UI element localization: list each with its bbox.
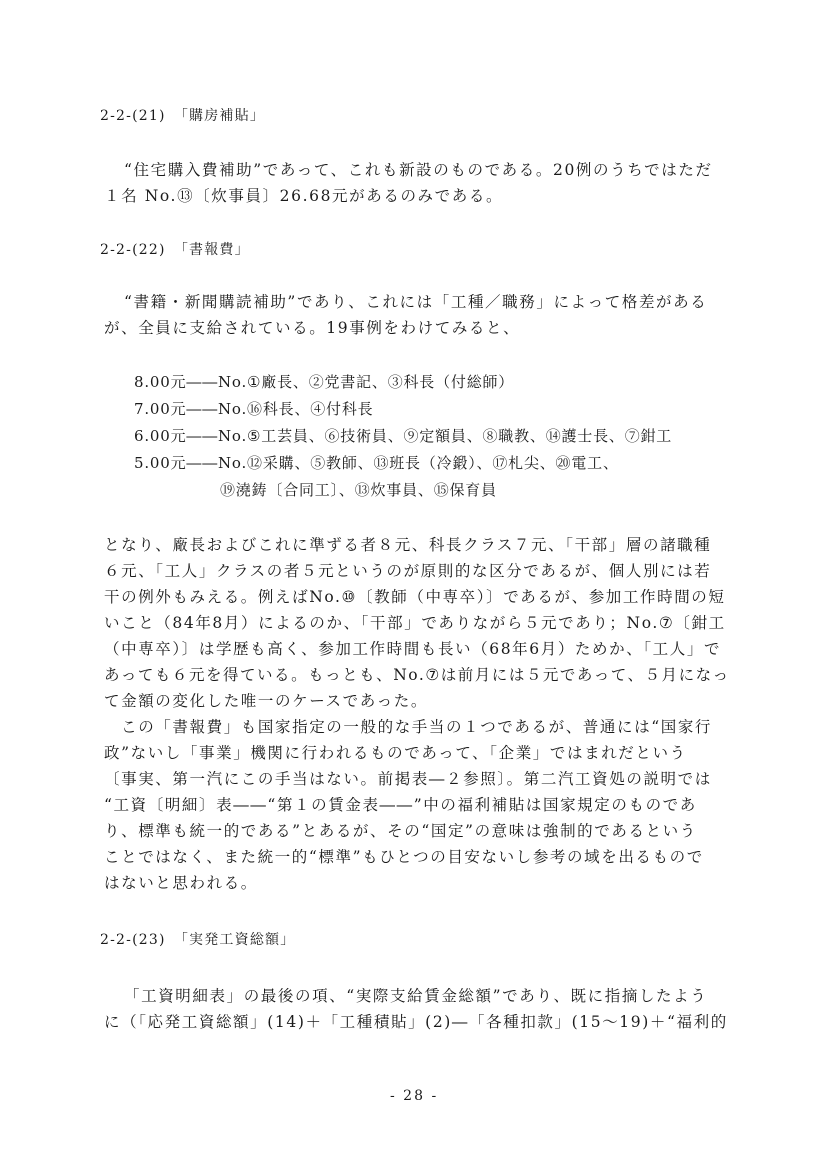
paragraph-line: となり、廠長およびこれに準ずる者８元、科長クラス７元、「干部」層の諸職種 [104,536,712,554]
paragraph-line: この「書報費」も国家指定の一般的な手当の１つであるが、普通には“国家行 [104,718,713,736]
paragraph-line: 「工資明細表」の最後の項、“実際支給賃金総額”であり、既に指摘したよう [124,987,708,1005]
paragraph-line: “工資〔明細〕表――“第１の賃金表――”中の福利補貼は国家規定のものであ [104,796,697,814]
allowance-list-item: ⑲澆鋳〔合同工〕、⑬炊事員、⑮保育員 [220,481,497,499]
paragraph-line: り、標準も統一的である”とあるが、その“国定”の意味は強制的であるという [104,822,697,840]
paragraph-line: ことではなく、また統一的“標準”もひとつの目安ないし参考の域を出るもので [104,848,704,866]
allowance-list-item: 7.00元――No.⑯科長、④付科長 [134,400,374,418]
allowance-list-item: 6.00元――No.⑤工芸員、⑥技術員、⑨定額員、⑧職教、⑭護士長、⑦鉗工 [134,427,673,445]
allowance-list-item: 8.00元――No.①廠長、②党書記、③科長（付総師） [134,373,515,391]
paragraph-line: 政”ないし「事業」機関に行われるものであって、「企業」ではまれだという [104,744,687,762]
section-heading-22: 2-2-(22) 「書報費」 [100,242,250,258]
paragraph-line: に（「応発工資総額」(14)＋「工種積貼」(2)―「各種扣款」(15～19)＋“福利的 [104,1013,728,1031]
page-number: - 28 - [390,1088,439,1104]
paragraph-line: いこと（84年8月）によるのか、「干部」でありながら５元であり；No.⑦〔鉗工 [104,614,726,632]
paragraph-line: はないと思われる。 [104,874,258,892]
paragraph-line: 〔事実、第一汽にこの手当はない。前掲表―２参照〕。第二汽工資処の説明では [104,770,712,788]
section-heading-23: 2-2-(23) 「実発工資総額」 [100,932,296,948]
paragraph-line: １名 No.⑬〔炊事員〕26.68元があるのみである。 [104,187,504,205]
paragraph-line: “住宅購入費補助”であって、これも新設のものである。20例のうちではただ [124,161,713,179]
paragraph-line: て金額の変化した唯一のケースであった。 [104,692,428,710]
allowance-list-item: 5.00元――No.⑫采購、⑤教師、⑬班長（冷鍛）、⑰札尖、⑳電工、 [134,454,619,472]
paragraph-line: あっても６元を得ている。もっとも、No.⑦は前月には５元であって、５月になっ [104,666,730,684]
paragraph-line: ６元、「工人」クラスの者５元というのが原則的な区分であるが、個人別には若 [104,562,712,580]
paragraph-line: “書籍・新聞購読補助”であり、これには「工種／職務」によって格差がある [124,293,708,311]
section-heading-21: 2-2-(21) 「購房補貼」 [100,108,266,124]
paragraph-line: 干の例外もみえる。例えばNo.⑩〔教師（中専卒）〕であるが、参加工作時間の短 [104,588,726,606]
paragraph-line: が、全員に支給されている。19事例をわけてみると、 [104,319,521,337]
paragraph-line: （中専卒）〕は学歴も高く、参加工作時間も長い（68年6月）ためか、「工人」で [104,640,722,658]
